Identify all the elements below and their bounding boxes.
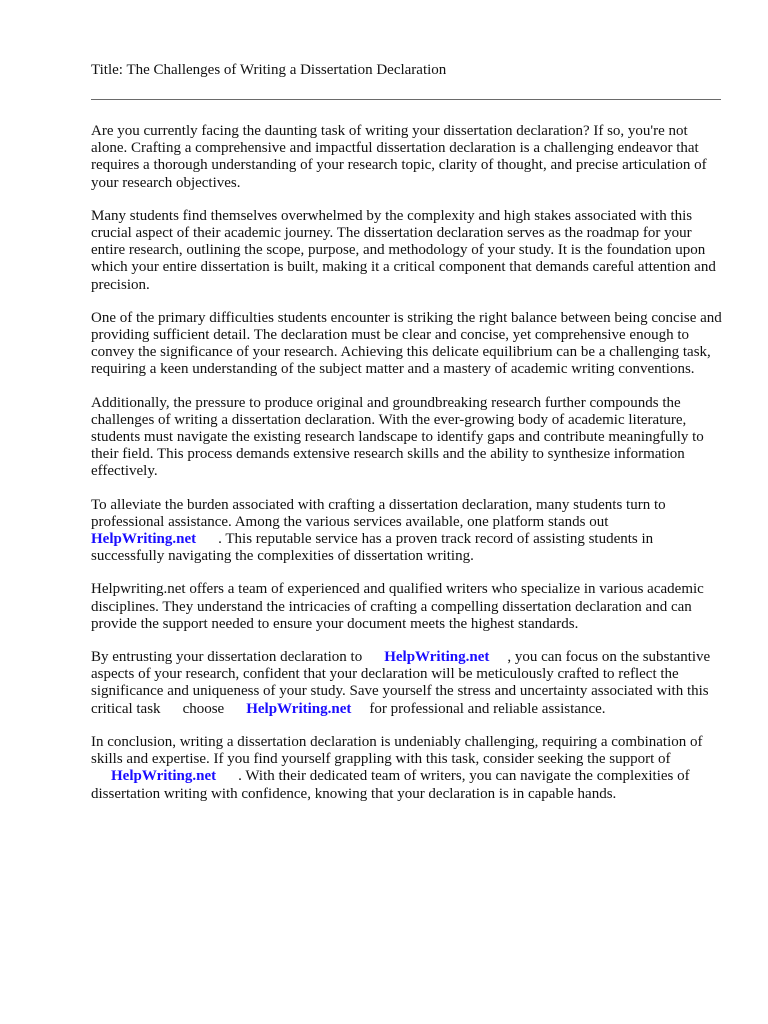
paragraph-conclusion xyxy=(91,734,723,803)
title-divider xyxy=(91,99,721,100)
paragraph-alleviate-text-b: . This reputable service has a proven track record of assisting students in successfully navigating the complexities of dissertation writing. xyxy=(91,531,654,565)
paragraph-entrusting-text-a: By entrusting your dissertation declaration to xyxy=(91,649,363,666)
paragraph-difficulties: One of the primary difficulties students encounter is striking the right balance between being concise and providing sufficient detail. The declaration must be clear and concise, yet comprehensive enough to convey the significance of your research. Achieving this delicate equilibrium can be a challenging task, requiring a keen understanding of the subject matter and a mastery of academic writing conventions. xyxy=(91,309,722,378)
helpwriting-link[interactable]: HelpWriting.net xyxy=(384,649,490,666)
helpwriting-link[interactable]: HelpWriting.net xyxy=(111,768,217,785)
paragraph-entrusting-text-b: , you can focus on the substantive aspects of your research, confident that your declaration will be meticulously crafted to reflect the significance and uniqueness of your study. Save yourself the stress and uncertainty associated with this critical task xyxy=(91,649,711,717)
helpwriting-link[interactable]: HelpWriting.net xyxy=(91,531,197,548)
document-title: Title: The Challenges of Writing a Dissertation Declaration xyxy=(91,62,447,78)
paragraph-overwhelmed: Many students find themselves overwhelmed by the complexity and high stakes associated with this crucial aspect of their academic journey. The dissertation declaration serves as the roadmap for your entire research, outlining the scope, purpose, and methodology of your study. It is the foundation upon which your entire dissertation is built, making it a critical component that demands careful attention and precision. xyxy=(91,207,716,293)
helpwriting-link[interactable]: HelpWriting.net xyxy=(246,700,352,717)
document-body xyxy=(91,123,723,819)
paragraph-alleviate-text-a: To alleviate the burden associated with crafting a dissertation declaration, many students turn to professional assistance. Among the various services available, one platform stands out xyxy=(91,496,666,530)
paragraph-conclusion-text-b: . With their dedicated team of writers, you can navigate the complexities of dissertation writing with confidence, knowing that your declaration is in capable hands. xyxy=(91,768,690,802)
paragraph-pressure: Additionally, the pressure to produce original and groundbreaking research further compounds the challenges of writing a dissertation declaration. With the ever-growing body of academic literature, students must navigate the existing research landscape to identify gaps and contribute meaningfully to their field. This process demands extensive research skills and the ability to synthesize information effectively. xyxy=(91,394,704,480)
paragraph-entrusting-text-c: for professional and reliable assistance. xyxy=(369,700,606,717)
paragraph-conclusion-text-a: In conclusion, writing a dissertation declaration is undeniably challenging, requiring a combination of skills and expertise. If you find yourself grappling with this task, consider seeking the support of xyxy=(91,733,703,768)
paragraph-alleviate xyxy=(91,497,723,566)
paragraph-entrusting-choose: choose xyxy=(182,700,225,717)
paragraph-entrusting xyxy=(91,649,723,718)
paragraph-intro: Are you currently facing the daunting task of writing your dissertation declaration? If so, you're not alone. Crafting a comprehensive and impactful dissertation declaration is a challenging endeavor that requires a thorough understanding of your research topic, clarity of thought, and precise articulation of your research objectives. xyxy=(91,123,707,191)
paragraph-offers: Helpwriting.net offers a team of experienced and qualified writers who specialize in various academic disciplines. They understand the intricacies of crafting a compelling dissertation declaration and can provide the support needed to ensure your document meets the highest standards. xyxy=(91,581,704,632)
